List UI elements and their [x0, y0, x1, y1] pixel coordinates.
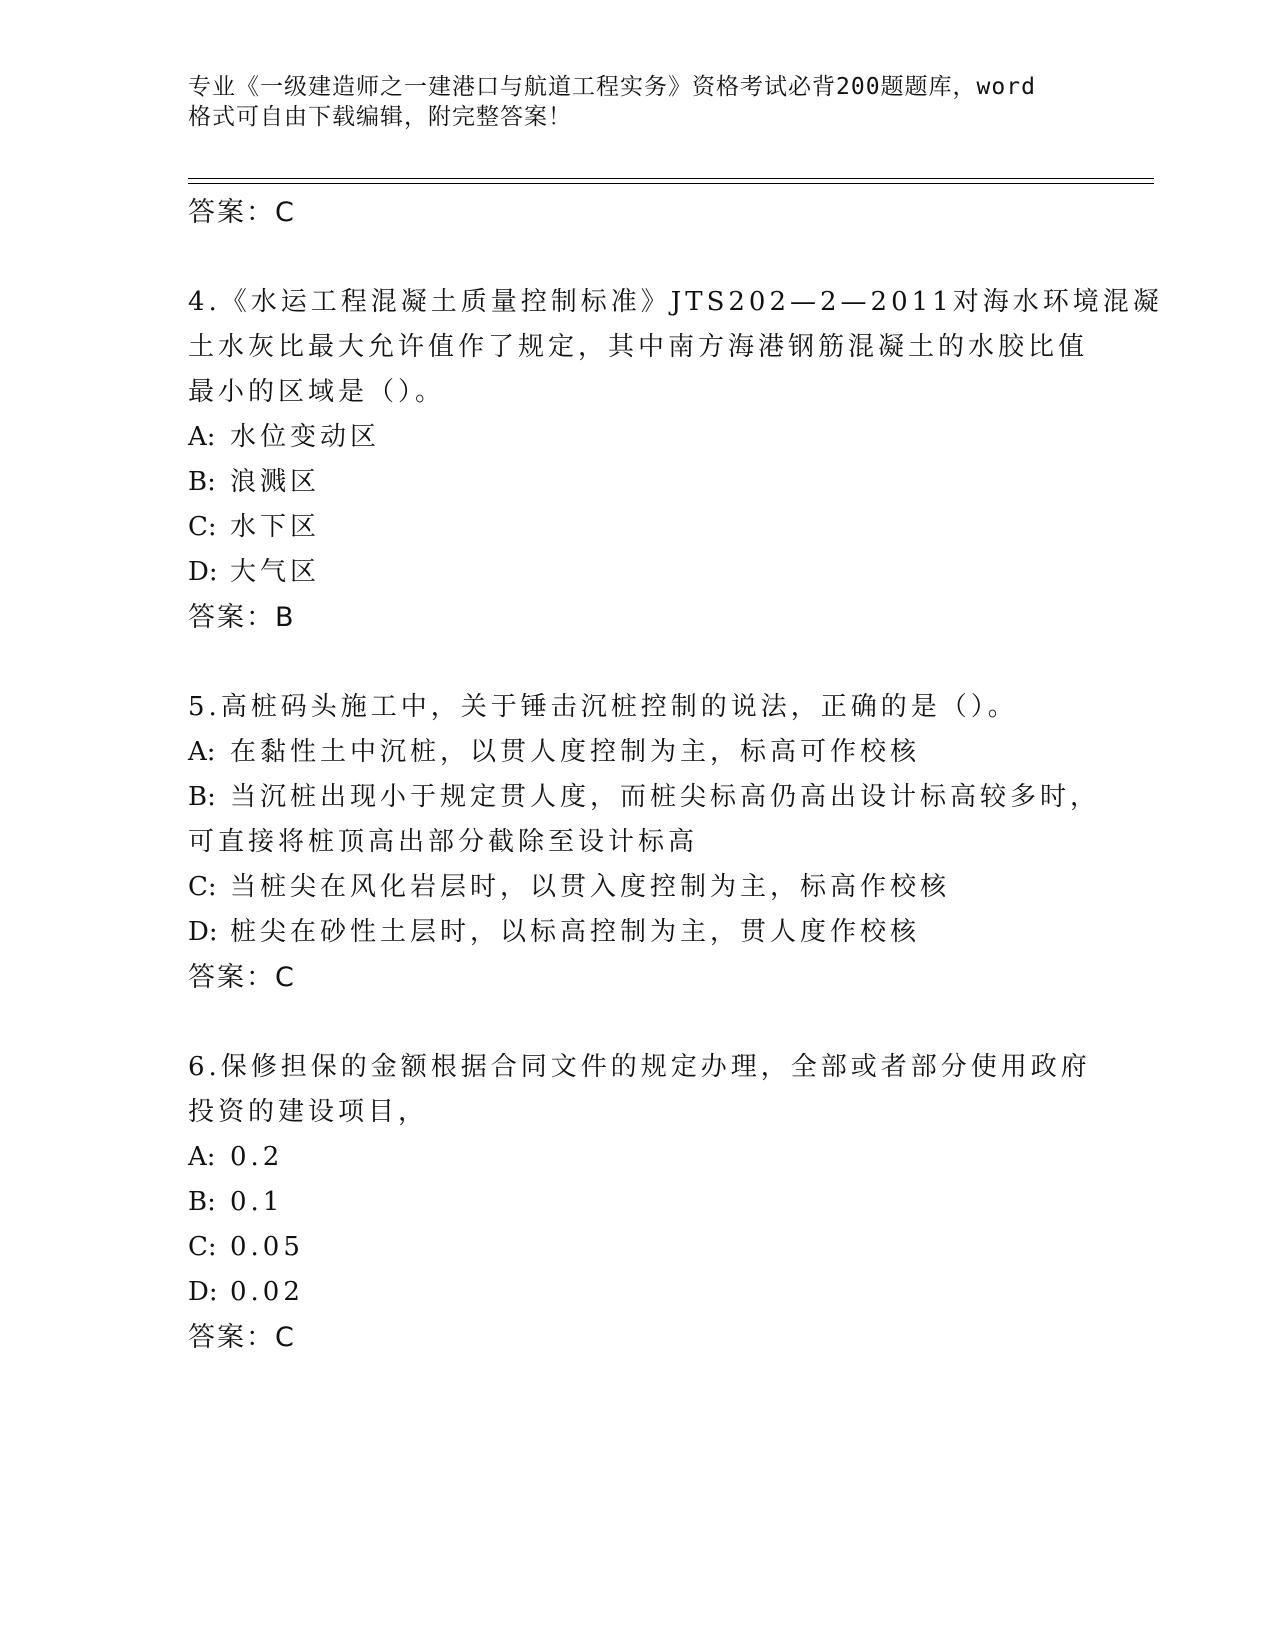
question-6-line-2: 投资的建设项目， [188, 1097, 429, 1127]
question-4-option-a: A: 水位变动区 [188, 422, 381, 452]
question-5-option-d: D: 桩尖在砂性土层时，以标高控制为主，贯人度作校核 [188, 917, 921, 947]
question-4-answer: 答案：B [188, 602, 296, 633]
question-6-option-c: C: 0.05 [188, 1232, 304, 1262]
question-5-option-b-continued: 可直接将桩顶高出部分截除至设计标高 [188, 827, 699, 857]
question-6-line-1: 6.保修担保的金额根据合同文件的规定办理，全部或者部分使用政府 [188, 1052, 1091, 1082]
document-header [188, 72, 1068, 132]
question-6 [188, 1045, 1091, 1360]
document-body [188, 190, 1163, 1360]
question-4-line-2: 土水灰比最大允许值作了规定，其中南方海港钢筋混凝土的水胶比值 [188, 332, 1089, 362]
header-divider-top [188, 178, 1154, 179]
question-5-answer: 答案：C [188, 962, 296, 993]
question-6-option-b: B: 0.1 [188, 1187, 284, 1217]
header-divider-bottom [188, 183, 1154, 184]
question-4-line-3: 最小的区域是（）。 [188, 377, 446, 407]
question-4-option-c: C: 水下区 [188, 512, 321, 542]
question-4-option-b: B: 浪溅区 [188, 467, 321, 497]
question-5 [188, 685, 1101, 1000]
header-line-1: 专业《一级建造师之一建港口与航道工程实务》资格考试必背200题题库，word [188, 74, 1036, 100]
question-4-line-1: 4.《水运工程混凝土质量控制标准》JTS202—2—2011对海水环境混凝 [188, 287, 1163, 317]
question-5-option-a: A: 在黏性土中沉桩，以贯人度控制为主，标高可作校核 [188, 737, 921, 767]
previous-answer: 答案：C [188, 197, 296, 228]
question-6-option-a: A: 0.2 [188, 1142, 284, 1172]
header-line-2: 格式可自由下载编辑，附完整答案！ [188, 104, 572, 130]
question-5-option-b: B: 当沉桩出现小于规定贯人度，而桩尖标高仍高出设计标高较多时， [188, 782, 1101, 812]
question-4-option-d: D: 大气区 [188, 557, 321, 587]
question-5-option-c: C: 当桩尖在风化岩层时，以贯入度控制为主，标高作校核 [188, 872, 951, 902]
question-6-option-d: D: 0.02 [188, 1277, 304, 1307]
question-4 [188, 280, 1163, 640]
question-6-answer: 答案：C [188, 1322, 296, 1353]
question-5-line-1: 5.高桩码头施工中，关于锤击沉桩控制的说法，正确的是（）。 [188, 692, 1018, 722]
